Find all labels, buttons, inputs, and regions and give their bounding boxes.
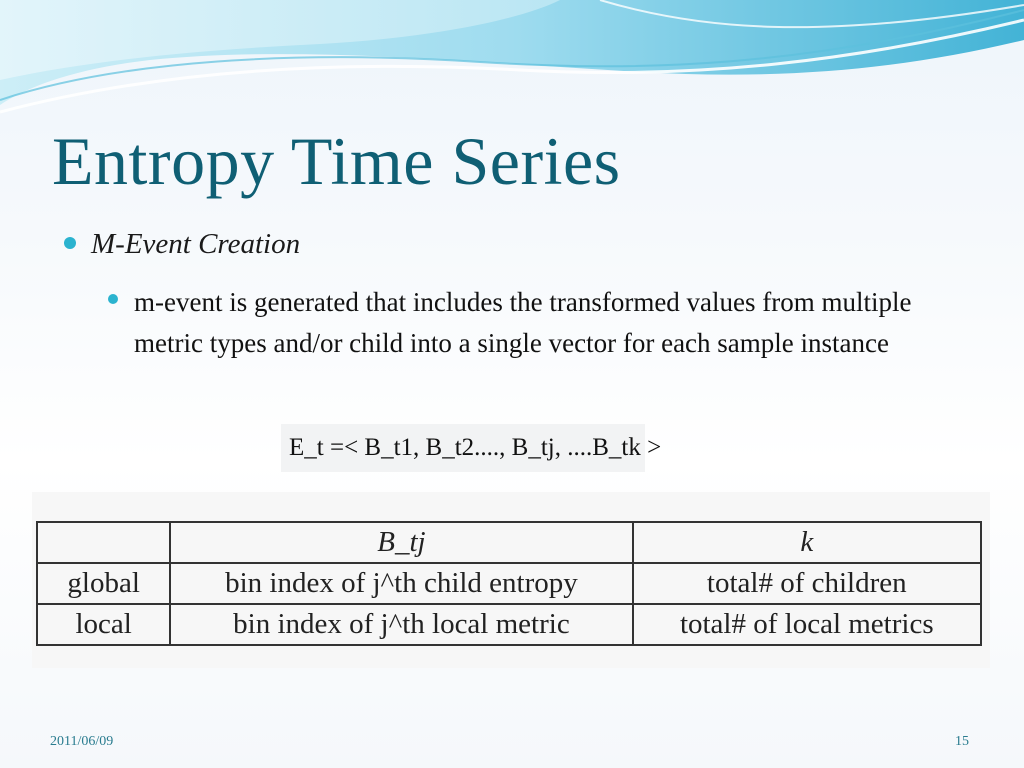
bullet-dot-icon	[108, 294, 118, 304]
table-header-cell	[37, 522, 170, 563]
bullet-level1-text: M-Event Creation	[91, 228, 301, 260]
table-cell: bin index of j^th child entropy	[170, 563, 632, 604]
metric-table	[36, 521, 982, 646]
bullet-level2-text: m-event is generated that includes the transformed values from multiple metric types and/or child into a single vector for each sample instance	[134, 287, 912, 358]
table-cell: local	[37, 604, 170, 645]
table-header-row	[37, 522, 981, 563]
table-cell: total# of children	[633, 563, 981, 604]
bullet-level1	[64, 228, 300, 261]
table-header-cell: B_tj	[170, 522, 632, 563]
metric-table-panel	[32, 492, 990, 668]
table-cell: global	[37, 563, 170, 604]
footer-page-number: 15	[955, 734, 969, 749]
table-header-cell: k	[633, 522, 981, 563]
table-cell: bin index of j^th local metric	[170, 604, 632, 645]
table-row	[37, 604, 981, 645]
table-cell: total# of local metrics	[633, 604, 981, 645]
table-row	[37, 563, 981, 604]
bullet-dot-icon	[64, 237, 76, 249]
header-wave-decoration	[0, 0, 1024, 115]
bullet-level2	[108, 282, 968, 364]
footer-date: 2011/06/09	[50, 734, 114, 749]
slide-title: Entropy Time Series	[52, 123, 621, 199]
event-vector-formula: E_t =< B_t1, B_t2...., B_tj, ....B_tk >	[281, 424, 645, 472]
